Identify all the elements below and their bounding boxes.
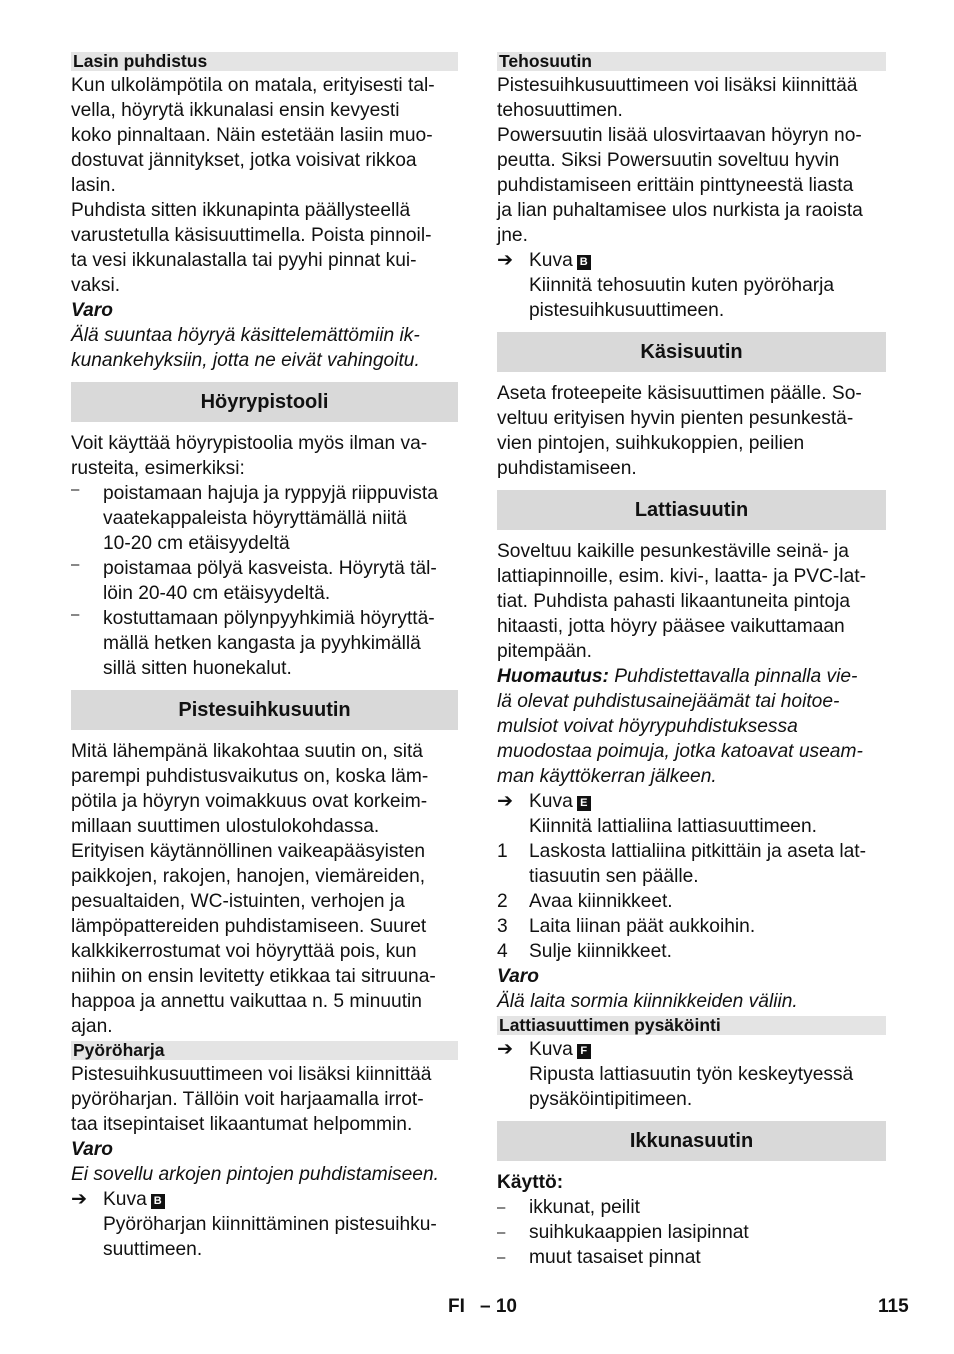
caution-label: Varo [71,300,113,321]
text-line: lasin. [71,175,116,196]
text-line: – poistamaa pölyä kasveista. Höyrytä täl- [103,558,437,579]
figure-reference [497,789,886,814]
text-line: peutta. Siksi Powersuutin soveltuu hyvin [497,150,840,171]
text-line: Ripusta lattiasuutin työn keskeytyessä [529,1064,854,1085]
text-line: puhdistamiseen. [497,458,637,479]
text-line: pyöröharjan. Tällöin voit harjaamalla irrot- [71,1089,424,1110]
text-line: puhdistamiseen erittäin pinttyneestä liasta [497,175,854,196]
text-line: löin 20-40 cm etäisyydeltä. [103,583,331,604]
usage-label: Käyttö: [497,1172,564,1193]
list-item: – muut tasaiset pinnat [497,1245,886,1270]
figure-label: Kuva [529,250,573,271]
subheading-tehosuutin: Tehosuutin [497,52,886,71]
figure-label: Kuva [103,1189,147,1210]
note-text: lä olevat puhdistusainejäämät tai hoitoe- [497,691,840,712]
arrow-right-icon: ➔ [497,250,514,271]
text-line: pistesuihkusuuttimeen. [529,300,725,321]
note-label: Huomautus: [497,666,609,687]
subheading-lasin-puhdistus: Lasin puhdistus [71,52,458,71]
text-line: vaatekappaleista höyryttämällä niitä [103,508,407,529]
text-line: Laskosta lattialiina pitkittäin ja aseta lat- [529,841,867,862]
caution-text: kunankehyksiin, jotta ne eivät vahingoitu. [71,350,420,371]
footer-language: FI [448,1296,465,1317]
arrow-right-icon: ➔ [497,791,514,812]
text-line: pesualtaiden, WC-istuinten, verhojen ja [71,891,405,912]
text-line: vella, höyrytä ikkunalasi ensin kevyesti [71,100,400,121]
footer-section-page: – 10 [480,1296,517,1317]
text-line: taa itsepintaiset likaantumat helpommin. [71,1114,413,1135]
text-line: Erityisen käytännöllinen vaikeapääsyisten [71,841,426,862]
text-line: 10-20 cm etäisyydeltä [103,533,290,554]
text-line: ja lian puhaltamisee ulos nurkista ja raoista [497,200,863,221]
arrow-right-icon: ➔ [497,1039,514,1060]
arrow-right-icon: ➔ [71,1189,88,1210]
text-line: pysäköintipitimeen. [529,1089,693,1110]
figure-letter-badge: E [577,796,591,811]
text-line: dostuvat jännitykset, jotka voisivat rikkoa [71,150,417,171]
heading-lattiasuutin: Lattiasuutin [497,490,886,530]
figure-label: Kuva [529,1039,573,1060]
heading-hoyrypistooli: Höyrypistooli [71,382,458,422]
text-line: Avaa kiinnikkeet. [529,891,673,912]
text-line: Kun ulkolämpötila on matala, erityisesti tal- [71,75,435,96]
text-line: varustetulla käsisuuttimella. Poista pinnoil- [71,225,432,246]
caution-label: Varo [497,966,539,987]
step-number: 4 [497,941,508,962]
text-line: Mitä lähempänä likakohtaa suutin on, sitä [71,741,423,762]
text-line: vien pintojen, suihkukoppien, peilien [497,433,805,454]
text-line: Kiinnitä tehosuutin kuten pyöröharja [529,275,835,296]
step-number: 1 [497,841,508,862]
caution-text: Älä suuntaa höyryä käsittelemättömiin ik- [71,325,420,346]
subheading-lattiasuuttimen-pysakointi: Lattiasuuttimen pysäköinti [497,1016,886,1035]
text-line: kalkkikerrostumat voi höyryttää pois, kun [71,941,417,962]
figure-reference [497,1037,886,1062]
text-line: parempi puhdistusvaikutus on, koska läm- [71,766,429,787]
step-item [497,939,886,964]
text-line: Puhdista sitten ikkunapinta päällysteellä [71,200,411,221]
text-line: veltuu erityisen hyvin pienten pesunkestä- [497,408,854,429]
text-line: Sulje kiinnikkeet. [529,941,672,962]
list-item: – ikkunat, peilit [497,1195,886,1220]
step-item [497,914,886,939]
note-line [497,664,886,689]
text-line: Pistesuihkusuuttimeen voi lisäksi kiinnittää [71,1064,432,1085]
note-text: Puhdistettavalla pinnalla vie- [608,666,858,687]
text-line: tiasuutin sen päälle. [529,866,699,887]
text-line: lattiapinnoille, esim. kivi-, laatta- ja PVC-lat- [497,566,866,587]
text-line: niihin on ensin levitetty etikkaa tai sitruuna- [71,966,436,987]
step-item [497,889,886,914]
left-column [71,50,458,1262]
text-line: Kiinnitä lattialiina lattiasuuttimeen. [529,816,817,837]
text-line: rusteita, esimerkiksi: [71,458,245,479]
note-text: mulsiot voivat höyrypuhdistuksessa [497,716,798,737]
caution-text: Älä laita sormia kiinnikkeiden väliin. [497,991,798,1012]
heading-ikkunasuutin: Ikkunasuutin [497,1121,886,1161]
text-line: Laita liinan päät aukkoihin. [529,916,756,937]
text-line: tehosuuttimen. [497,100,623,121]
figure-letter-badge: B [151,1194,165,1209]
list-item [71,556,458,606]
text-line: – kostuttamaan pölynpyyhkimiä höyryttä- [103,608,435,629]
step-number: 3 [497,916,508,937]
text-line: Voit käyttää höyrypistoolia myös ilman va- [71,433,428,454]
heading-kasisuutin: Käsisuutin [497,332,886,372]
list-item [71,481,458,556]
right-column [497,50,886,1270]
step-number: 2 [497,891,508,912]
figure-label: Kuva [529,791,573,812]
figure-reference [497,248,886,273]
text-line: lämpöpattereiden puhdistamiseen. Suuret [71,916,427,937]
list-item: – suihkukaappien lasipinnat [497,1220,886,1245]
caution-text: Ei sovellu arkojen pintojen puhdistamiseen. [71,1164,439,1185]
text-line: happoa ja annettu vaikuttaa n. 5 minuutin [71,991,422,1012]
text-line: tiat. Puhdista pahasti likaantuneita pintoja [497,591,851,612]
text-line: ta vesi ikkunalastalla tai pyyhi pinnat kui- [71,250,417,271]
text-line: hitaasti, jotta höyry pääsee vaikuttamaan [497,616,845,637]
text-line: sillä sitten huonekalut. [103,658,292,679]
text-line: jne. [497,225,528,246]
text-line: Pistesuihkusuuttimeen voi lisäksi kiinnittää [497,75,858,96]
text-line: Soveltuu kaikille pesunkestäville seinä- ja [497,541,849,562]
subheading-pyoroharja: Pyöröharja [71,1041,458,1060]
text-line: Aseta froteepeite käsisuuttimen päälle. So- [497,383,862,404]
text-line: Pyöröharjan kiinnittäminen pistesuihku- [103,1214,437,1235]
footer-page-number: 115 [878,1296,909,1317]
heading-pistesuihkusuutin: Pistesuihkusuutin [71,690,458,730]
text-line: koko pinnaltaan. Näin estetään lasiin muo- [71,125,433,146]
text-line: – poistamaan hajuja ja ryppyjä riippuvista [103,483,438,504]
note-text: man käyttökerran jälkeen. [497,766,717,787]
text-line: mällä hetken kangasta ja pyyhkimällä [103,633,421,654]
step-item [497,839,886,889]
text-line: millaan suuttimen ulostulokohdassa. [71,816,380,837]
text-line: paikkojen, rakojen, hanojen, viemäreiden, [71,866,426,887]
text-line: suuttimeen. [103,1239,203,1260]
list-item [71,606,458,681]
text-line: ajan. [71,1016,113,1037]
text-line: vaksi. [71,275,121,296]
text-line: pitempään. [497,641,592,662]
figure-letter-badge: B [577,255,591,270]
text-line: pötila ja höyryn voimakkuus ovat korkeim- [71,791,428,812]
figure-letter-badge: F [577,1044,591,1059]
caution-label: Varo [71,1139,113,1160]
figure-reference [71,1187,458,1212]
text-line: Powersuutin lisää ulosvirtaavan höyryn no- [497,125,862,146]
note-text: muodostaa poimuja, jotka katoavat useam- [497,741,863,762]
